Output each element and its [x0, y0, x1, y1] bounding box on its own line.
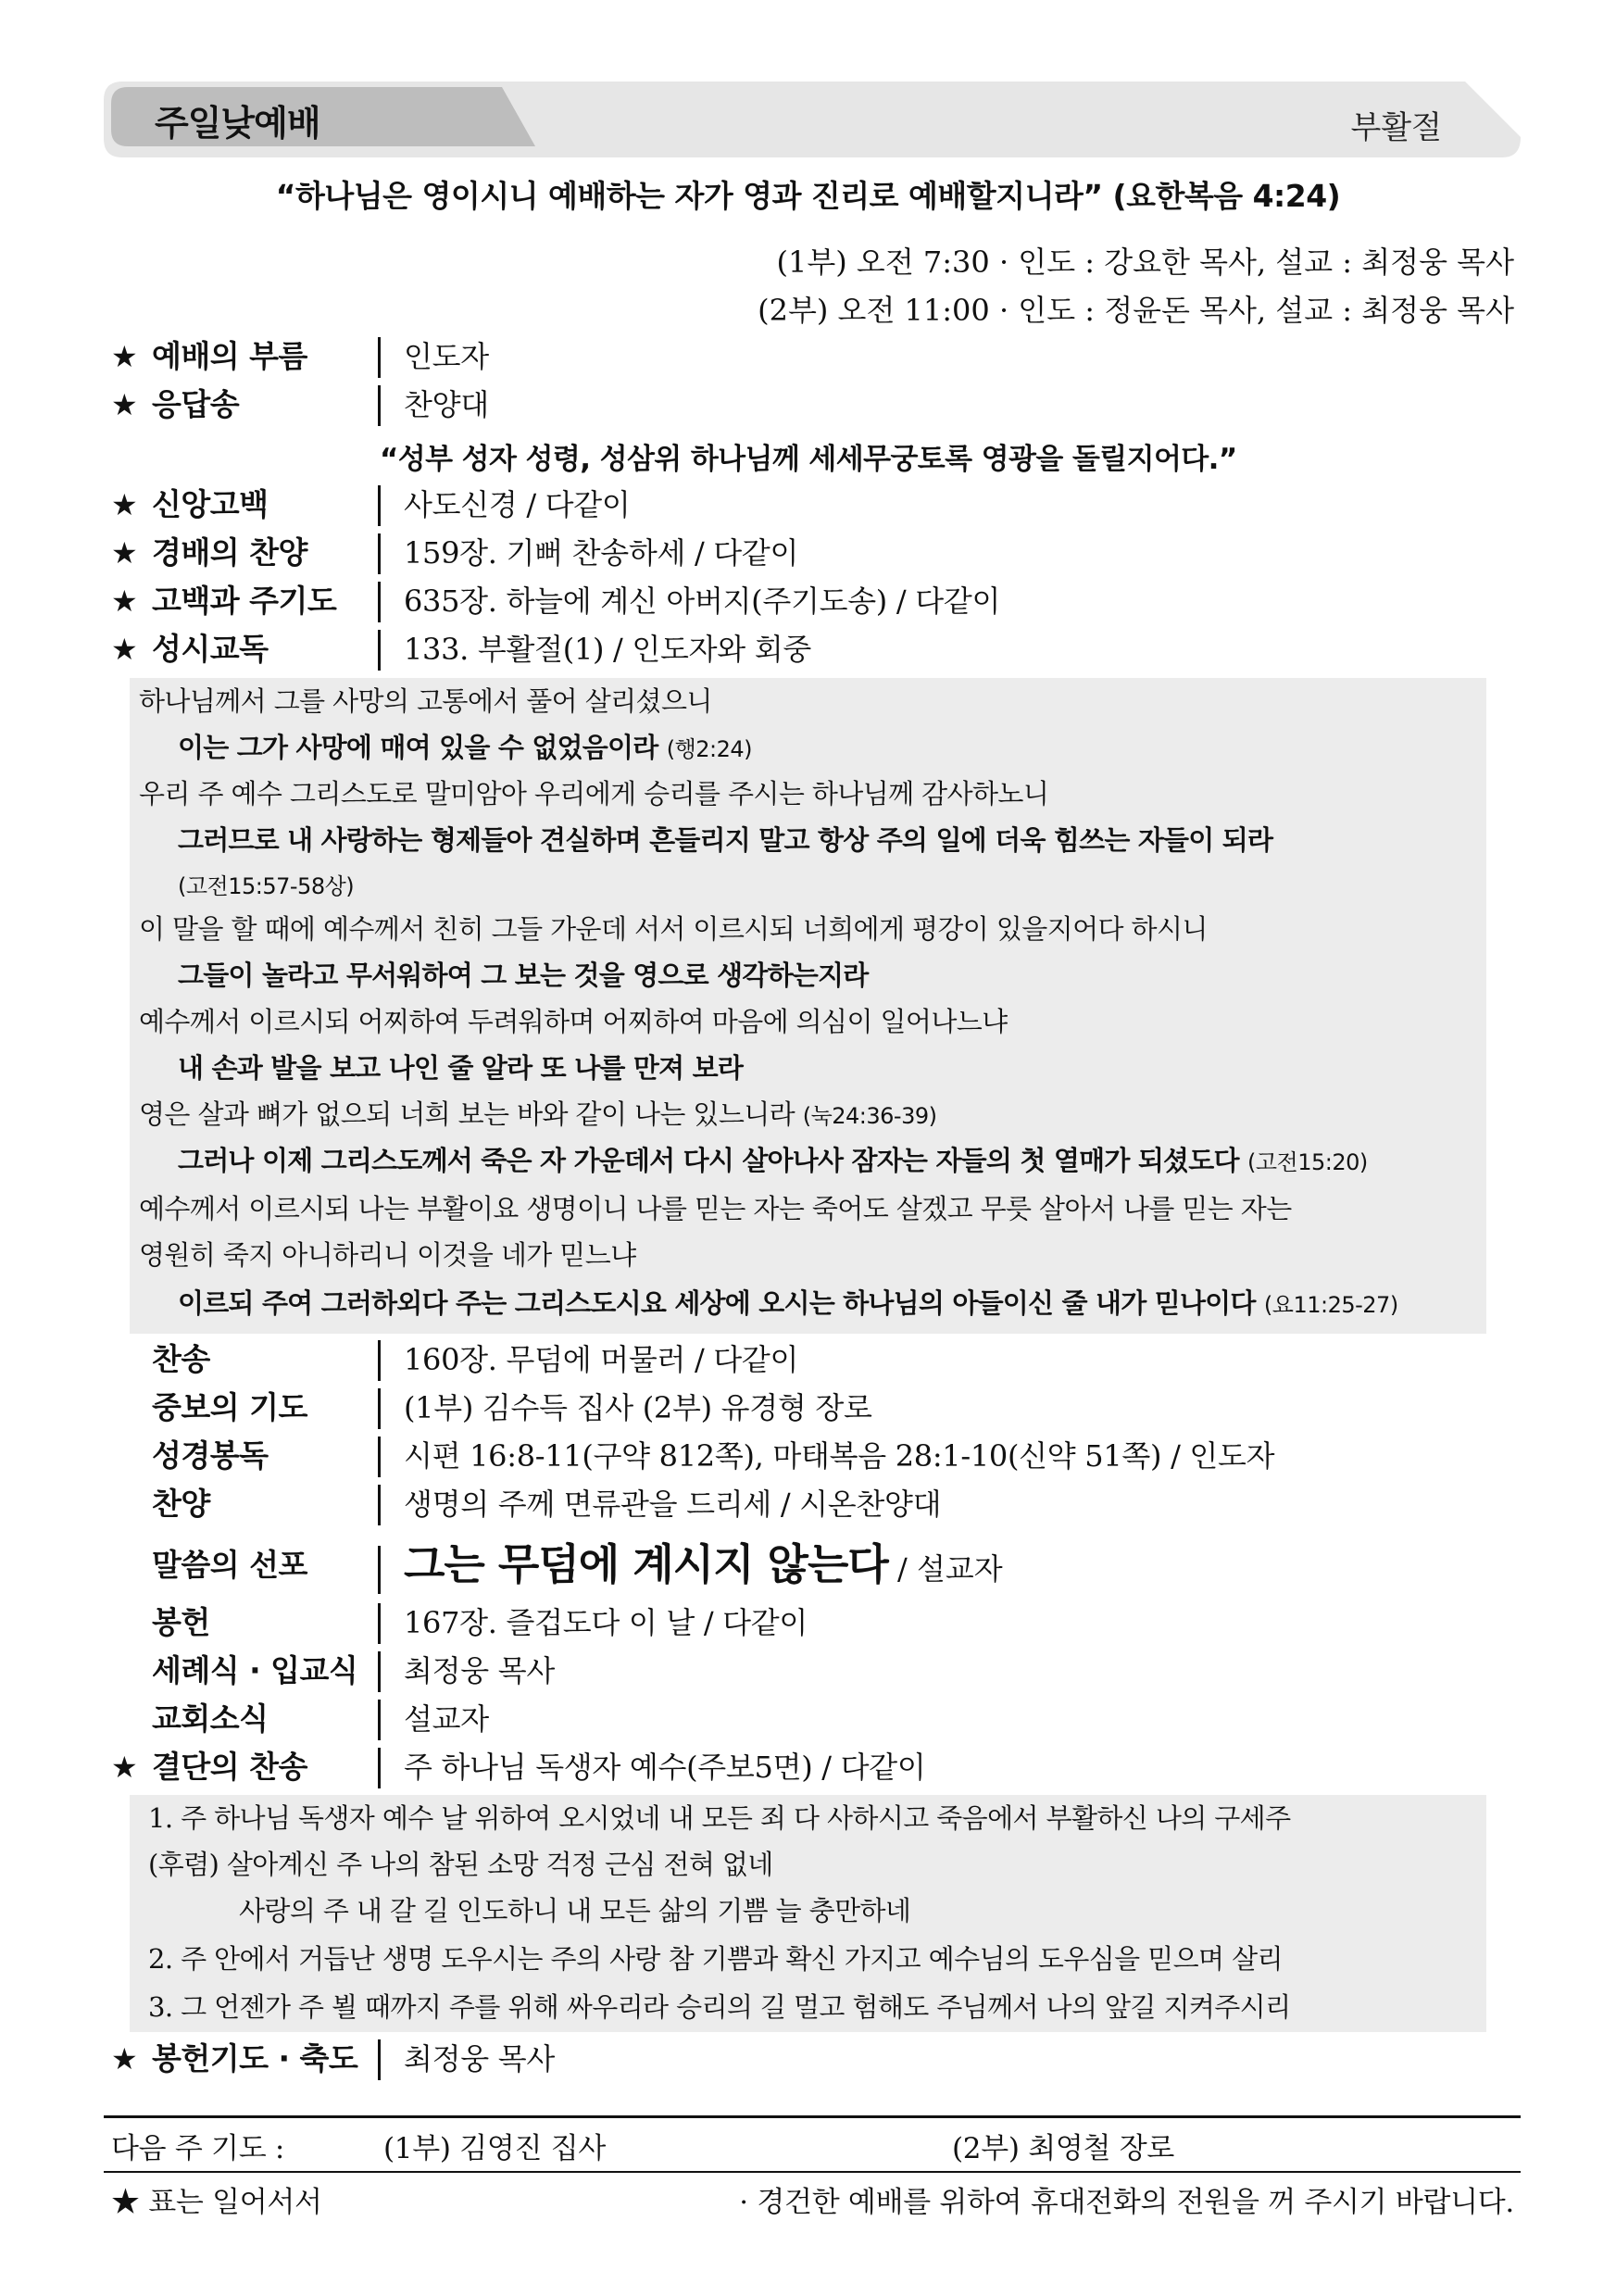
divider — [378, 1603, 381, 1644]
next-week-prayer-2: (2부) 최영철 장로 — [952, 2132, 1174, 2165]
order-value: 인도자 — [404, 339, 489, 374]
order-value: 설교자 — [404, 1701, 489, 1737]
divider — [378, 1700, 381, 1740]
motto-verse: “하나님은 영이시니 예배하는 자가 영과 진리로 예배할지니라” (요한복음 4:24) — [275, 178, 1341, 214]
hymn-refrain-line: 사랑의 주 내 갈 길 인도하니 내 모든 삶의 기쁨 늘 충만하네 — [239, 1895, 911, 1926]
gloria-patri: “성부 성자 성령, 성삼위 하나님께 세세무궁토록 영광을 돌릴지어다.” — [380, 443, 1237, 476]
divider — [378, 1340, 381, 1381]
scripture-ref: (행2:24) — [666, 736, 753, 762]
order-label: 성경봉독 — [152, 1437, 269, 1474]
order-value: 최정웅 목사 — [404, 1653, 555, 1688]
divider — [378, 1437, 381, 1477]
standing-star-icon: ★ — [111, 339, 138, 374]
divider — [378, 385, 381, 426]
divider — [378, 1485, 381, 1525]
order-label: 봉헌기도 · 축도 — [152, 2040, 358, 2076]
reading-congregation-line: 내 손과 발을 보고 나인 줄 알라 또 나를 만져 보라 — [178, 1052, 744, 1084]
divider — [378, 337, 381, 378]
order-value: 133. 부활절(1) / 인도자와 회중 — [404, 632, 811, 667]
order-value: 사도신경 / 다같이 — [404, 487, 631, 522]
order-value: 찬양대 — [404, 387, 489, 422]
order-label: 교회소식 — [152, 1700, 269, 1737]
divider — [378, 630, 381, 671]
standing-star-icon: ★ — [111, 2041, 138, 2076]
reading-congregation-line: 그러므로 내 사랑하는 형제들아 견실하며 흔들리지 말고 항상 주의 일에 더욱 힘쓰는 자들이 되라 — [178, 824, 1273, 856]
hymn-refrain-line: (후렴) 살아계신 주 나의 참된 소망 걱정 근심 전혀 없네 — [148, 1849, 773, 1880]
divider — [378, 485, 381, 526]
standing-star-icon: ★ — [111, 387, 138, 422]
standing-star-icon: ★ — [111, 583, 138, 619]
scripture-ref: (고전15:20) — [1247, 1149, 1368, 1175]
order-label: 찬송 — [152, 1341, 210, 1377]
order-value: 160장. 무덤에 머물러 / 다같이 — [404, 1342, 799, 1377]
reading-congregation-line: 이는 그가 사망에 매여 있을 수 없었음이라 (행2:24) — [178, 732, 753, 763]
hymn-verse-line: 1. 주 하나님 독생자 예수 날 위하여 오시었네 내 모든 죄 다 사하시고 죽음에서 부활하신 나의 구세주 — [148, 1802, 1291, 1834]
sermon-speaker: / 설교자 — [887, 1551, 1003, 1587]
service-time-2: (2부) 오전 11:00 · 인도 : 정윤돈 목사, 설교 : 최정웅 목사 — [758, 293, 1514, 328]
order-label: 봉헌 — [152, 1604, 210, 1640]
standing-star-icon: ★ — [111, 632, 138, 667]
reading-leader-line: 하나님께서 그를 사망의 고통에서 풀어 살리셨으니 — [139, 685, 712, 717]
divider — [378, 1748, 381, 1788]
order-value: 최정웅 목사 — [404, 2041, 555, 2076]
reading-ref-line — [178, 863, 354, 908]
order-value: (1부) 김수득 집사 (2부) 유경형 장로 — [404, 1390, 872, 1425]
next-week-prayer-label: 다음 주 기도 : — [111, 2132, 285, 2165]
scripture-ref: (고전15:57-58상) — [178, 873, 355, 899]
order-label: 성시교독 — [152, 631, 269, 667]
reading-leader-line: 영원히 죽지 아니하리니 이것을 네가 믿느냐 — [139, 1239, 636, 1271]
order-value: 시편 16:8-11(구약 812쪽), 마태복음 28:1-10(신약 51쪽) / 인도자 — [404, 1438, 1275, 1474]
standing-star-icon: ★ — [111, 1750, 138, 1785]
divider — [378, 533, 381, 574]
divider — [378, 1651, 381, 1692]
service-time-1: (1부) 오전 7:30 · 인도 : 강요한 목사, 설교 : 최정웅 목사 — [776, 245, 1514, 280]
divider — [378, 582, 381, 622]
sermon-title: 그는 무덤에 계시지 않는다 / 설교자 — [404, 1539, 1003, 1589]
scripture-ref: (요11:25-27) — [1263, 1292, 1398, 1318]
footer-mid-rule — [104, 2171, 1521, 2173]
order-label: 고백과 주기도 — [152, 583, 337, 619]
reading-congregation-line: 그들이 놀라고 무서워하여 그 보는 것을 영으로 생각하는지라 — [178, 960, 869, 991]
section-header — [104, 82, 1521, 157]
order-value: 635장. 하늘에 계신 아버지(주기도송) / 다같이 — [404, 583, 1001, 619]
hymn-verse-line: 3. 그 언젠가 주 뵐 때까지 주를 위해 싸우리라 승리의 길 멀고 험해도 주님께서 나의 앞길 지켜주시리 — [148, 1991, 1291, 2023]
divider — [378, 1546, 381, 1594]
standing-note: ★ 표는 일어서서 — [111, 2186, 322, 2219]
season-label: 부활절 — [1350, 109, 1442, 146]
order-value: 159장. 기뻐 찬송하세 / 다같이 — [404, 535, 799, 571]
reading-leader-line: 예수께서 이르시되 어찌하여 두려워하며 어찌하여 마음에 의심이 일어나느냐 — [139, 1006, 1008, 1037]
reading-leader-line: 예수께서 이르시되 나는 부활이요 생명이니 나를 믿는 자는 죽어도 살겠고 무릇 살아서 나를 믿는 자는 — [139, 1193, 1292, 1224]
reading-congregation-line: 이르되 주여 그러하외다 주는 그리스도시요 세상에 오시는 하나님의 아들이신 줄 내가 믿나이다 (요11:25-27) — [178, 1287, 1398, 1319]
reading-leader-line: 우리 주 예수 그리스도로 말미암아 우리에게 승리를 주시는 하나님께 감사하노니 — [139, 778, 1049, 809]
order-label: 찬양 — [152, 1486, 210, 1522]
standing-star-icon: ★ — [111, 535, 138, 571]
next-week-prayer-1: (1부) 김영진 집사 — [383, 2132, 606, 2165]
order-value: 생명의 주께 면류관을 드리세 / 시온찬양대 — [404, 1487, 942, 1522]
standing-star-icon: ★ — [111, 487, 138, 522]
service-title: 주일낮예배 — [155, 103, 320, 144]
order-value: 167장. 즐겁도다 이 날 / 다같이 — [404, 1605, 808, 1640]
order-label: 신앙고백 — [152, 486, 269, 522]
order-label: 결단의 찬송 — [152, 1749, 307, 1785]
order-label: 말씀의 선포 — [152, 1547, 307, 1583]
reading-congregation-line: 그러나 이제 그리스도께서 죽은 자 가운데서 다시 살아나사 잠자는 자들의 첫 열매가 되셨도다 (고전15:20) — [178, 1145, 1368, 1176]
phone-notice: · 경건한 예배를 위하여 휴대전화의 전원을 꺼 주시기 바랍니다. — [739, 2186, 1514, 2219]
order-label: 응답송 — [152, 386, 240, 422]
order-label: 중보의 기도 — [152, 1389, 307, 1425]
divider — [378, 2039, 381, 2080]
scripture-ref: (눅24:36-39) — [802, 1103, 937, 1129]
reading-leader-line: 이 말을 할 때에 예수께서 친히 그들 가운데 서서 이르시되 너희에게 평강이 있을지어다 하시니 — [139, 913, 1208, 945]
hymn-verse-line: 2. 주 안에서 거듭난 생명 도우시는 주의 사랑 참 기쁨과 확신 가지고 예수님의 도우심을 믿으며 살리 — [148, 1943, 1283, 1975]
footer-top-rule — [104, 2115, 1521, 2118]
order-label: 예배의 부름 — [152, 338, 307, 374]
reading-leader-line: 영은 살과 뼈가 없으되 너희 보는 바와 같이 나는 있느니라 (눅24:36-39) — [139, 1098, 937, 1130]
order-label: 세례식 · 입교식 — [152, 1652, 358, 1688]
order-label: 경배의 찬양 — [152, 534, 307, 571]
order-value: 주 하나님 독생자 예수(주보5면) / 다같이 — [404, 1750, 926, 1785]
divider — [378, 1388, 381, 1429]
